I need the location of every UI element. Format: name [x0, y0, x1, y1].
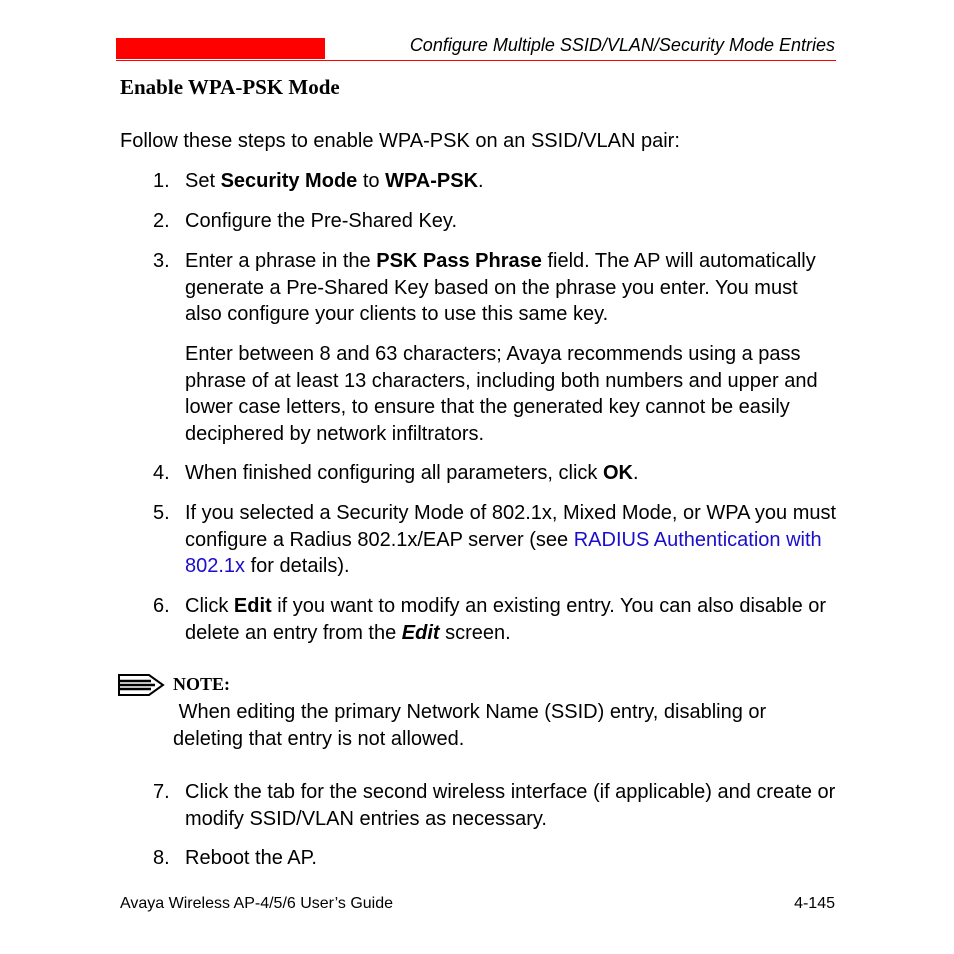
- text-run: If you selected a Security Mode of 802.1x, Mixed Mode, or WPA you must configure a Radius 802.1x/EAP server (see: [185, 502, 837, 551]
- note-text: When editing the primary Network Name (SSID) entry, disabling or deleting that entry is not allowed.: [173, 701, 772, 750]
- step-7-text: Click the tab for the second wireless interface (if applicable) and create or modify SSID/VLAN entries as necessary.: [185, 781, 836, 830]
- text-run: for details).: [245, 555, 350, 577]
- step-2-text: Configure the Pre-Shared Key.: [185, 210, 458, 232]
- step-3-extra-paragraph: Enter between 8 and 63 characters; Avaya recommends using a pass phrase of at least 13 characters, including both numbers and upper and lower case letters, to ensure that the generated key cannot be easily deciphered by network infiltrators.: [185, 343, 818, 445]
- text-run: .: [478, 170, 484, 192]
- intro-paragraph: Follow these steps to enable WPA-PSK on an SSID/VLAN pair:: [120, 130, 680, 152]
- text-run: if you want to modify an existing entry. You can also disable or delete an entry from the: [185, 595, 827, 644]
- step-number: 7.: [153, 781, 170, 803]
- text-run: Set: [185, 170, 221, 192]
- text-run: Click: [185, 595, 234, 617]
- text-run: When finished configuring all parameters, click: [185, 462, 603, 484]
- step-4-text: [185, 460, 837, 487]
- header-rule: [116, 60, 836, 61]
- text-run: screen.: [439, 621, 511, 644]
- step-5-text: [185, 500, 837, 580]
- running-header-title: Configure Multiple SSID/VLAN/Security Mode Entries: [409, 35, 835, 55]
- ui-term-edit: Edit: [233, 595, 272, 617]
- ui-term-psk-pass-phrase: PSK Pass Phrase: [376, 250, 542, 272]
- section-title: Enable WPA-PSK Mode: [120, 75, 340, 99]
- step-number: 8.: [153, 847, 170, 869]
- text-run: .: [632, 462, 639, 484]
- step-number: 5.: [153, 502, 170, 524]
- ui-term-edit-screen: Edit: [401, 621, 440, 644]
- ui-term-wpa-psk: WPA-PSK: [385, 170, 479, 192]
- step-number: 4.: [153, 462, 170, 484]
- step-6-text: [185, 593, 837, 646]
- footer-page-number: 4-145: [794, 895, 835, 912]
- step-8-text: Reboot the AP.: [185, 847, 317, 869]
- header-accent-bar: [116, 38, 325, 59]
- step-number: 6.: [153, 595, 170, 617]
- note-arrow-icon: [117, 673, 165, 702]
- text-run: field. The AP will automatically generate a Pre-Shared Key based on the phrase you enter. You must also configure your clients to use this same key.: [185, 250, 816, 325]
- step-number: 2.: [153, 210, 170, 232]
- text-run: to: [357, 170, 386, 192]
- step-3-text: [185, 248, 837, 328]
- step-number: 1.: [153, 170, 170, 192]
- text-run: Enter a phrase in the: [185, 250, 377, 272]
- note-label: NOTE:: [173, 674, 231, 694]
- radius-authentication-link[interactable]: RADIUS Authentication with 802.1x: [185, 528, 822, 577]
- step-1-text: [185, 168, 837, 195]
- ui-term-security-mode: Security Mode: [220, 170, 358, 192]
- ui-term-ok: OK: [602, 462, 633, 484]
- footer-guide-title: Avaya Wireless AP-4/5/6 User’s Guide: [120, 895, 394, 912]
- step-number: 3.: [153, 250, 170, 272]
